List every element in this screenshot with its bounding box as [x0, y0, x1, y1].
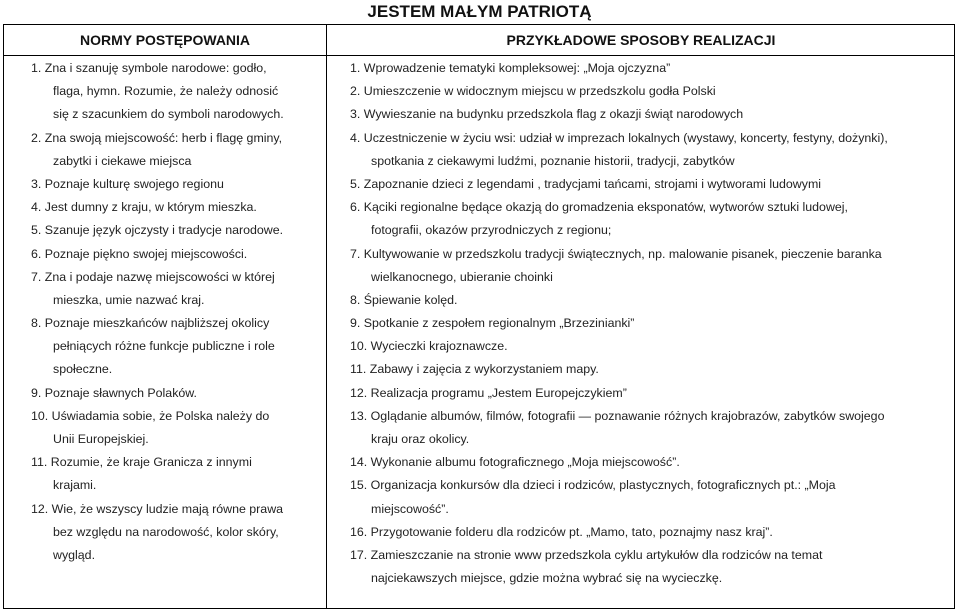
- norm-line: wygląd.: [53, 547, 96, 562]
- norm-line: 9. Poznaje sławnych Polaków.: [31, 385, 197, 400]
- norm-line: zabytki i ciekawe miejsca: [53, 153, 192, 168]
- method-line: 1. Wprowadzenie tematyki kompleksowej: „Moja ojczyzna”: [350, 61, 671, 75]
- norm-line: krajami.: [53, 478, 97, 493]
- method-line: 8. Śpiewanie kolęd.: [350, 292, 458, 307]
- norm-line: 4. Jest dumny z kraju, w którym mieszka.: [31, 200, 257, 215]
- method-line: 16. Przygotowanie folderu dla rodziców pt. „Mamo, tato, poznajmy nasz kraj”.: [350, 524, 773, 539]
- norm-line: bez względu na narodowość, kolor skóry,: [53, 524, 279, 539]
- norm-line: 2. Zna swoją miejscowość: herb i flagę gminy,: [31, 130, 283, 145]
- method-line: 10. Wycieczki krajoznawcze.: [350, 339, 508, 354]
- method-line: 17. Zamieszczanie na stronie www przedszkola cyklu artykułów dla rodziców na temat: [350, 547, 823, 562]
- norm-line: 6. Poznaje piękno swojej miejscowości.: [31, 246, 248, 261]
- method-line: 11. Zabawy i zajęcia z wykorzystaniem mapy.: [350, 362, 599, 377]
- header-divider: [4, 55, 954, 56]
- norm-line: 12. Wie, że wszyscy ludzie mają równe prawa: [31, 501, 284, 516]
- method-line: spotkania z ciekawymi ludźmi, poznanie historii, tradycji, zabytków: [371, 153, 735, 168]
- method-line: 15. Organizacja konkursów dla dzieci i rodziców, plastycznych, fotograficznych pt.: „Moja: [350, 478, 836, 493]
- norm-line: flaga, hymn. Rozumie, że należy odnosić: [53, 84, 279, 99]
- methods-list: [327, 57, 953, 590]
- method-line: wielkanocnego, ubieranie choinki: [371, 269, 553, 284]
- document-title: JESTEM MAŁYM PATRIOTĄ: [367, 2, 592, 21]
- method-line: kraju oraz okolicy.: [371, 432, 470, 446]
- method-line: 12. Realizacja programu „Jestem Europejczykiem”: [350, 385, 627, 400]
- norm-line: 5. Szanuje język ojczysty i tradycje narodowe.: [31, 223, 284, 238]
- method-line: 13. Oglądanie albumów, filmów, fotografii — poznawanie różnych krajobrazów, zabytków swojego: [350, 408, 885, 423]
- method-line: 7. Kultywowanie w przedszkolu tradycji świątecznych, np. malowanie pisanek, pieczenie baranka: [350, 246, 882, 261]
- norm-line: 8. Poznaje mieszkańców najbliższej okolicy: [31, 316, 270, 331]
- method-line: 14. Wykonanie albumu fotograficznego „Moja miejscowość”.: [350, 455, 680, 470]
- norm-line: mieszka, umie nazwać kraj.: [53, 292, 205, 307]
- norms-list: [4, 57, 324, 567]
- header-methods: PRZYKŁADOWE SPOSOBY REALIZACJI: [506, 32, 776, 48]
- norm-line: 10. Uświadamia sobie, że Polska należy do: [31, 408, 270, 423]
- method-line: 3. Wywieszanie na budynku przedszkola flag z okazji świąt narodowych: [350, 107, 744, 122]
- method-line: 6. Kąciki regionalne będące okazją do gromadzenia eksponatów, wytworów sztuki ludowej,: [350, 200, 848, 215]
- norm-line: się z szacunkiem do symboli narodowych.: [53, 107, 284, 122]
- method-line: najciekawszych miejsce, gdzie można wybrać się na wycieczkę.: [371, 571, 723, 586]
- norm-line: 1. Zna i szanuję symbole narodowe: godło,: [31, 61, 267, 75]
- norms-table: [3, 24, 955, 609]
- method-line: 2. Umieszczenie w widocznym miejscu w przedszkolu godła Polski: [350, 84, 716, 99]
- norm-line: Unii Europejskiej.: [53, 432, 149, 446]
- norm-line: 11. Rozumie, że kraje Granicza z innymi: [31, 455, 252, 470]
- norm-line: 7. Zna i podaje nazwę miejscowości w której: [31, 269, 275, 284]
- method-line: fotografii, okazów przyrodniczych z regionu;: [371, 223, 612, 238]
- header-norms: NORMY POSTĘPOWANIA: [79, 32, 251, 48]
- method-line: 4. Uczestniczenie w życiu wsi: udział w imprezach lokalnych (wystawy, koncerty, festyny, dożynki),: [350, 130, 888, 145]
- method-line: 9. Spotkanie z zespołem regionalnym „Brzezinianki”: [350, 316, 635, 331]
- method-line: 5. Zapoznanie dzieci z legendami , tradycjami tańcami, strojami i wytworami ludowymi: [350, 176, 822, 191]
- method-line: miejscowość”.: [371, 501, 449, 516]
- norm-line: 3. Poznaje kulturę swojego regionu: [31, 176, 224, 191]
- norm-line: społeczne.: [53, 362, 113, 377]
- norm-line: pełniących różne funkcje publiczne i role: [53, 339, 275, 354]
